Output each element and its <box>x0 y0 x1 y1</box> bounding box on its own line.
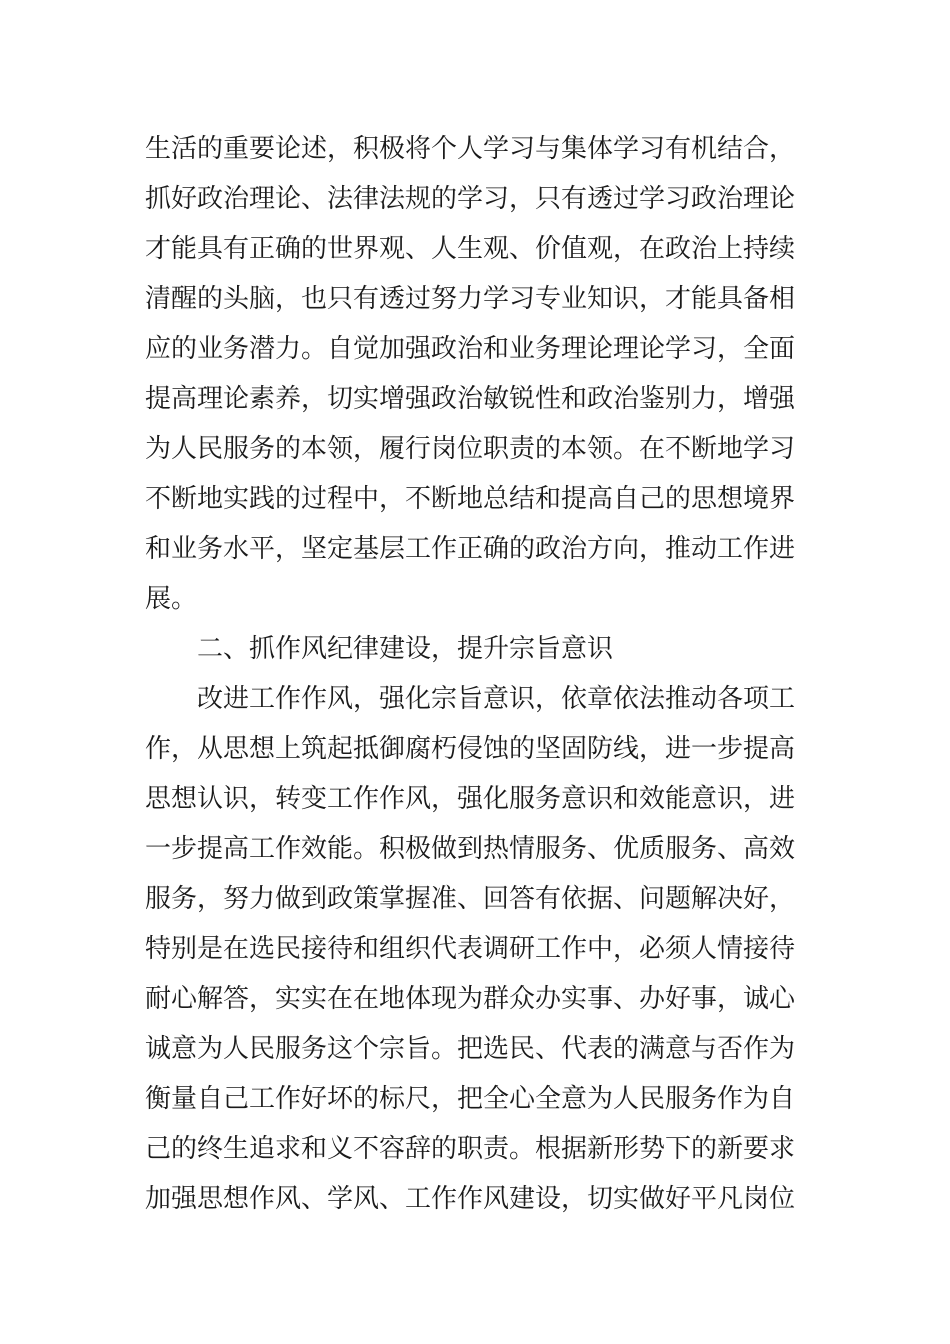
text-line: 服务，努力做到政策掌握准、回答有依据、问题解决好， <box>145 884 796 914</box>
text-line: 己的终生追求和义不容辞的职责。根据新形势下的新要求 <box>145 1134 796 1164</box>
text-line: 提高理论素养，切实增强政治敏锐性和政治鉴别力，增强 <box>145 384 796 414</box>
text-line: 不断地实践的过程中，不断地总结和提高自己的思想境界 <box>145 484 796 514</box>
text-line: 展。 <box>145 584 198 614</box>
text-line: 衡量自己工作好坏的标尺，把全心全意为人民服务作为自 <box>145 1084 796 1114</box>
text-line: 清醒的头脑，也只有透过努力学习专业知识，才能具备相 <box>145 284 796 314</box>
text-line: 思想认识，转变工作作风，强化服务意识和效能意识，进 <box>145 784 796 814</box>
text-line: 才能具有正确的世界观、人生观、价值观，在政治上持续 <box>145 234 796 264</box>
paragraph-first-line: 改进工作作风，强化宗旨意识，依章依法推动各项工 <box>197 684 796 714</box>
text-line: 为人民服务的本领，履行岗位职责的本领。在不断地学习 <box>145 434 796 464</box>
text-line: 生活的重要论述，积极将个人学习与集体学习有机结合， <box>145 134 796 164</box>
text-line: 加强思想作风、学风、工作作风建设，切实做好平凡岗位 <box>145 1184 796 1214</box>
text-line: 一步提高工作效能。积极做到热情服务、优质服务、高效 <box>145 834 796 864</box>
body-text <box>145 124 810 1224</box>
section-heading: 二、抓作风纪律建设，提升宗旨意识 <box>197 634 614 664</box>
text-line: 作，从思想上筑起抵御腐朽侵蚀的坚固防线，进一步提高 <box>145 734 796 764</box>
text-line: 和业务水平，坚定基层工作正确的政治方向，推动工作进 <box>145 534 796 564</box>
text-line: 抓好政治理论、法律法规的学习，只有透过学习政治理论 <box>145 184 796 214</box>
text-line: 应的业务潜力。自觉加强政治和业务理论理论学习，全面 <box>145 334 796 364</box>
text-line: 特别是在选民接待和组织代表调研工作中，必须人情接待 <box>145 934 796 964</box>
text-line: 耐心解答，实实在在地体现为群众办实事、办好事，诚心 <box>145 984 796 1014</box>
text-line: 诚意为人民服务这个宗旨。把选民、代表的满意与否作为 <box>145 1034 796 1064</box>
